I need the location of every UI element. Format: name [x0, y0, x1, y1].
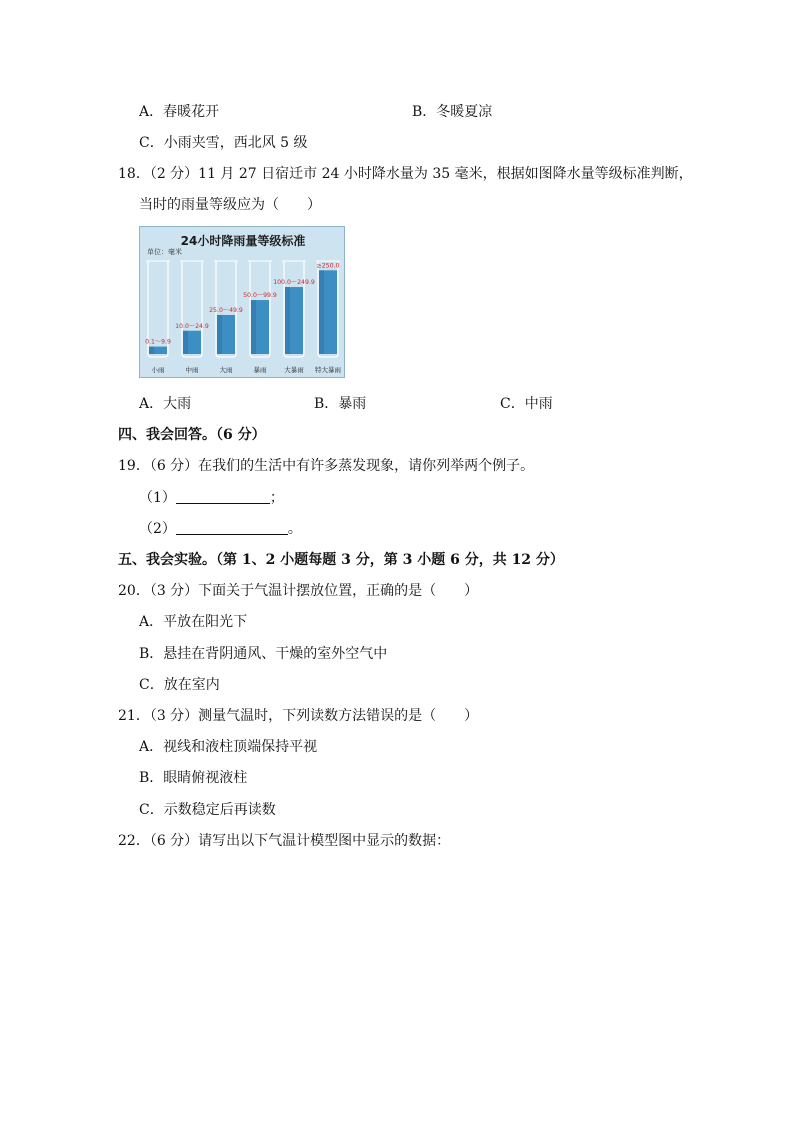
q19-item2-end: 。 — [287, 521, 302, 537]
q19-item2-blank[interactable] — [176, 520, 288, 535]
q22-stem: 22．（6 分）请写出以下气温计模型图中显示的数据： — [118, 833, 451, 849]
chart-svg — [140, 227, 346, 379]
category-label-3: 暴雨 — [253, 366, 267, 374]
q21-option-b: B．眼睛俯视液柱 — [139, 770, 248, 786]
water-shade-1 — [183, 331, 188, 354]
category-label-0: 小雨 — [151, 366, 165, 374]
q18-option-b: B．暴雨 — [314, 396, 367, 412]
water-shade-5 — [319, 270, 324, 354]
water-shade-0 — [149, 347, 154, 354]
category-label-5: 特大暴雨 — [315, 366, 341, 374]
q20-option-a: A．平放在阳光下 — [139, 614, 248, 630]
category-label-4: 大暴雨 — [284, 366, 304, 374]
q19-item1 — [139, 488, 284, 508]
q19-stem: 19．（6 分）在我们的生活中有许多蒸发现象，请你列举两个例子。 — [118, 458, 535, 474]
range-label-1: 10.0～24.9 — [175, 322, 209, 330]
section4-title: 四、我会回答。（6 分） — [118, 427, 266, 443]
range-label-5: ≥250.0 — [316, 262, 340, 270]
q19-item2-label: （2） — [139, 521, 176, 537]
q19-item2 — [139, 519, 302, 539]
chart-unit-label: 单位：毫米 — [147, 248, 182, 256]
range-label-2: 25.0～49.9 — [209, 306, 243, 314]
q18-option-c: C．中雨 — [500, 396, 553, 412]
q21-option-c: C．示数稳定后再读数 — [139, 802, 276, 818]
section5-title: 五、我会实验。（第 1、2 小题每题 3 分，第 3 小题 6 分，共 12 分） — [118, 552, 564, 568]
q19-item1-label: （1） — [139, 490, 176, 506]
water-shade-3 — [251, 300, 256, 354]
q17-option-c: C．小雨夹雪，西北风 5 级 — [139, 135, 308, 151]
q20-option-b: B．悬挂在背阴通风、干燥的室外空气中 — [139, 646, 388, 662]
q21-stem: 21．（3 分）测量气温时，下列读数方法错误的是（ ） — [118, 708, 479, 724]
q21-option-a: A．视线和液柱顶端保持平视 — [139, 739, 318, 755]
range-label-4: 100.0～249.9 — [273, 279, 315, 287]
category-label-1: 中雨 — [185, 366, 199, 374]
water-shade-2 — [217, 315, 222, 354]
q20-stem: 20．（3 分）下面关于气温计摆放位置，正确的是（ ） — [118, 583, 479, 599]
q18-stem-line1: 18．（2 分）11 月 27 日宿迁市 24 小时降水量为 35 毫米，根据如图降水量等级标准判断， — [118, 166, 693, 182]
q17-option-b: B．冬暖夏凉 — [412, 104, 493, 120]
q18-option-a: A．大雨 — [139, 396, 192, 412]
chart-title: 24小时降雨量等级标准 — [180, 234, 306, 248]
category-label-2: 大雨 — [219, 366, 233, 374]
q20-option-c: C．放在室内 — [139, 677, 220, 693]
range-label-0: 0.1～9.9 — [145, 338, 171, 346]
q17-option-a: A．春暖花开 — [139, 104, 220, 120]
range-label-3: 50.0～99.9 — [243, 292, 277, 300]
rainfall-level-chart — [139, 226, 345, 378]
q19-item1-end: ； — [269, 490, 284, 506]
q19-item1-blank[interactable] — [176, 489, 270, 504]
q18-stem-line2: 当时的雨量等级应为（ ） — [139, 197, 321, 213]
water-shade-4 — [285, 287, 290, 354]
